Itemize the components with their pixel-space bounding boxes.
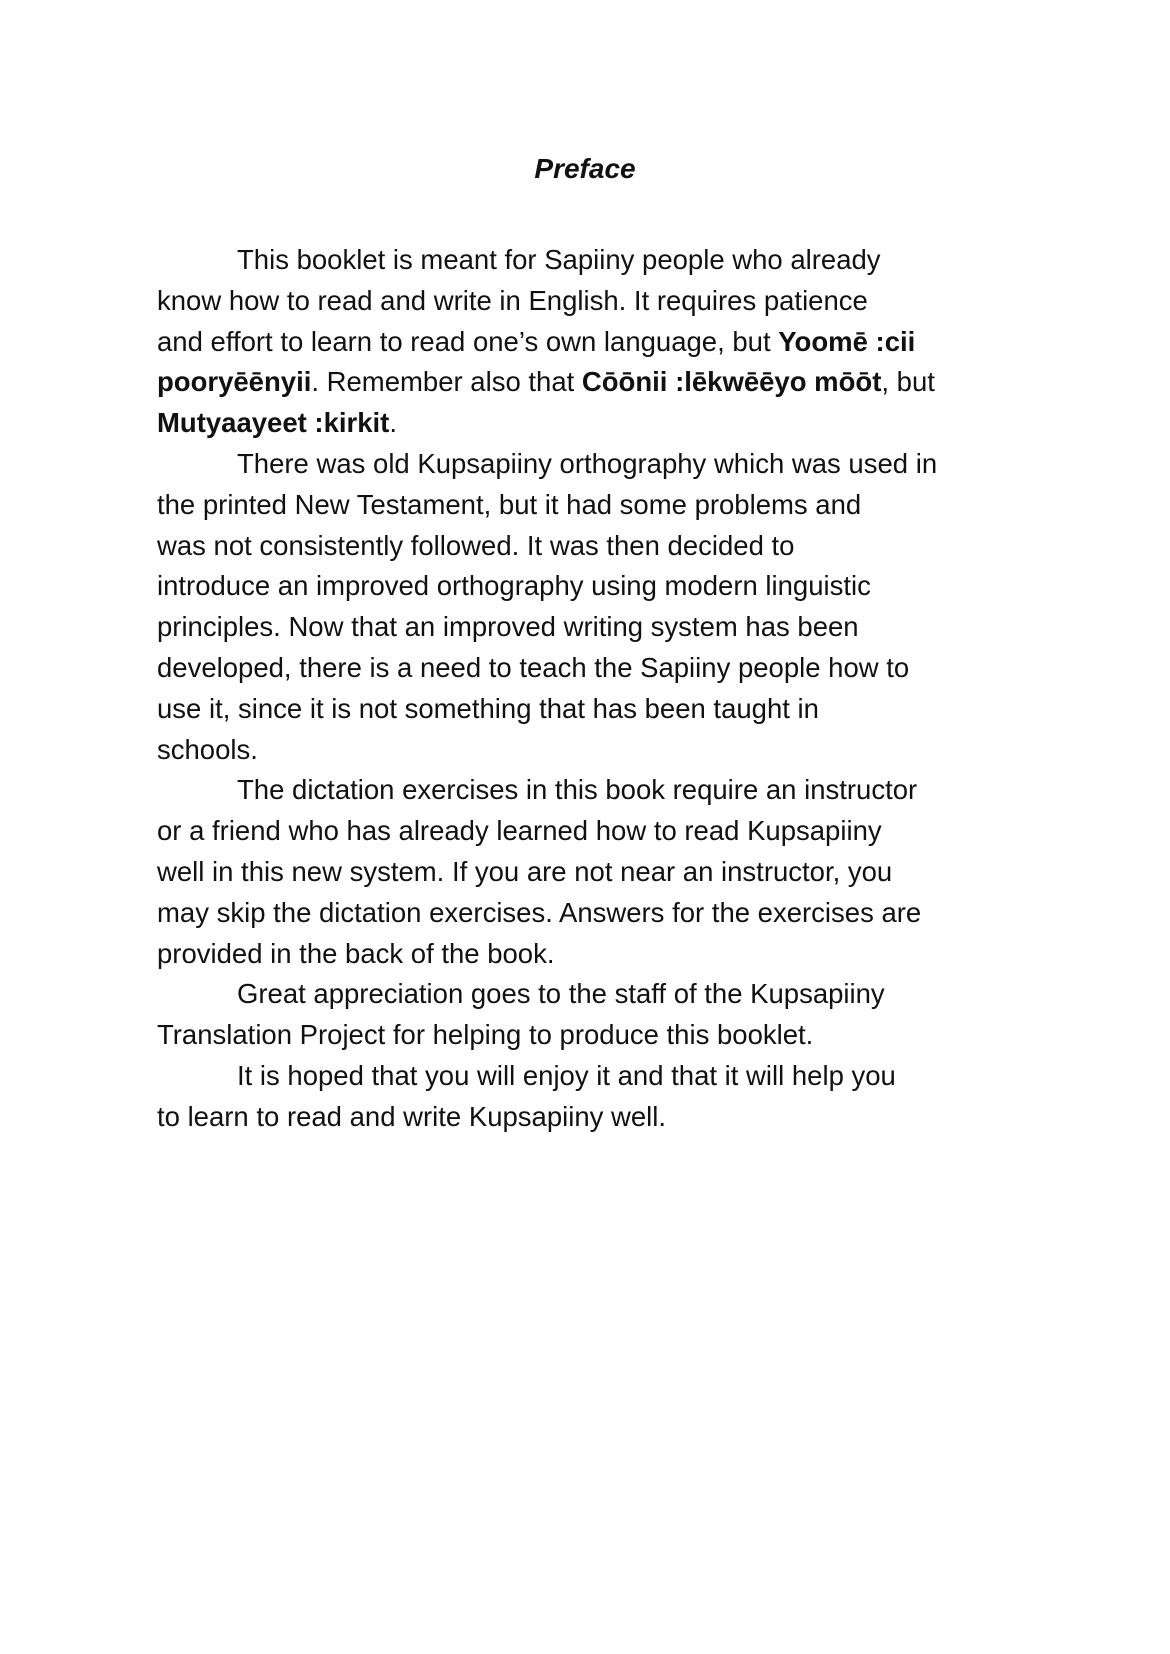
page-title: Preface bbox=[534, 153, 636, 184]
bold-phrase: pooryēēnyii bbox=[157, 366, 312, 398]
text-run: may skip the dictation exercises. Answers for the exercises are bbox=[157, 896, 922, 928]
paragraph-line bbox=[157, 893, 1017, 934]
paragraph-line bbox=[157, 934, 1017, 975]
bold-phrase: Yoomē :cii bbox=[778, 325, 916, 357]
text-run: . bbox=[389, 407, 397, 439]
bold-phrase: Cōōnii :lēkwēēyo mōōt bbox=[581, 366, 882, 398]
paragraph-2 bbox=[157, 444, 1017, 770]
text-run: It is hoped that you will enjoy it and that it will help you bbox=[237, 1059, 896, 1091]
paragraph-line bbox=[157, 689, 1017, 730]
paragraph-line bbox=[157, 526, 1017, 567]
text-run: was not consistently followed. It was then decided to bbox=[157, 529, 795, 561]
bold-phrase: Mutyaayeet :kirkit bbox=[157, 407, 390, 439]
text-run: , but bbox=[881, 366, 935, 398]
paragraph-line bbox=[157, 811, 1017, 852]
text-run: or a friend who has already learned how to read Kupsapiiny bbox=[157, 815, 882, 847]
paragraph-3 bbox=[157, 770, 1017, 974]
text-run: This booklet is meant for Sapiiny people who already bbox=[237, 244, 881, 275]
text-run: the printed New Testament, but it had some problems and bbox=[157, 488, 862, 520]
paragraph-line bbox=[157, 403, 1017, 444]
text-run: . Remember also that bbox=[311, 366, 582, 398]
text-run: Translation Project for helping to produce this booklet. bbox=[157, 1019, 814, 1051]
text-run: use it, since it is not something that has been taught in bbox=[157, 692, 819, 724]
paragraph-line bbox=[157, 240, 1017, 281]
paragraph-4 bbox=[157, 974, 1017, 1056]
text-run: The dictation exercises in this book require an instructor bbox=[237, 774, 918, 806]
paragraph-line bbox=[157, 322, 1017, 363]
paragraph-5 bbox=[157, 1056, 1017, 1138]
paragraph-line bbox=[157, 648, 1017, 689]
text-run: developed, there is a need to teach the Sapiiny people how to bbox=[157, 651, 910, 683]
paragraph-line bbox=[157, 1097, 1017, 1138]
text-run: principles. Now that an improved writing system has been bbox=[157, 611, 859, 643]
paragraph-line bbox=[157, 281, 1017, 322]
paragraph-line bbox=[157, 770, 1017, 811]
text-run: and effort to learn to read one’s own language, but bbox=[157, 325, 779, 357]
text-run: well in this new system. If you are not near an instructor, you bbox=[157, 855, 893, 887]
preface-body bbox=[157, 240, 1017, 1138]
paragraph-line bbox=[157, 607, 1017, 648]
paragraph-line bbox=[157, 852, 1017, 893]
text-run: to learn to read and write Kupsapiiny well. bbox=[157, 1100, 667, 1132]
text-run: introduce an improved orthography using modern linguistic bbox=[157, 570, 871, 602]
text-run: provided in the back of the book. bbox=[157, 937, 555, 969]
paragraph-line bbox=[157, 730, 1017, 771]
paragraph-line bbox=[157, 444, 1017, 485]
paragraph-1 bbox=[157, 240, 1017, 444]
paragraph-line bbox=[157, 974, 1017, 1015]
text-run: There was old Kupsapiiny orthography which was used in bbox=[237, 447, 938, 479]
paragraph-line bbox=[157, 566, 1017, 607]
paragraph-line bbox=[157, 1015, 1017, 1056]
text-run: know how to read and write in English. It requires patience bbox=[157, 284, 868, 316]
paragraph-line bbox=[157, 1056, 1017, 1097]
text-run: schools. bbox=[157, 733, 258, 765]
text-run: Great appreciation goes to the staff of the Kupsapiiny bbox=[237, 978, 885, 1010]
paragraph-line bbox=[157, 485, 1017, 526]
paragraph-line bbox=[157, 362, 1017, 403]
